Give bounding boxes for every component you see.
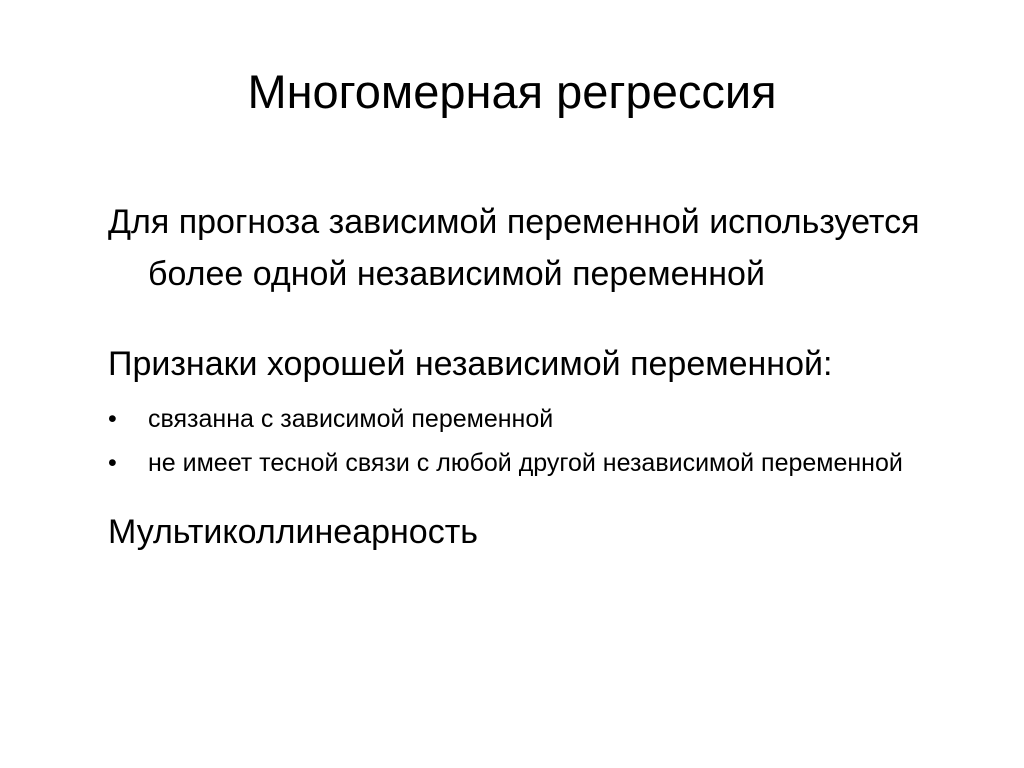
bullet-text: связанна с зависимой переменной <box>148 405 554 433</box>
slide-content <box>108 196 968 558</box>
bullet-icon: • <box>108 449 117 477</box>
bullet-item <box>108 444 968 482</box>
slide-title: Многомерная регрессия <box>247 65 777 118</box>
bullet-icon: • <box>108 405 117 433</box>
spacer <box>108 300 968 338</box>
spacer <box>108 488 968 506</box>
bullet-item <box>108 400 968 438</box>
paragraph-multicollinearity: Мультиколлинеарность <box>108 513 478 551</box>
paragraph-good-variable-signs: Признаки хорошей независимой переменной: <box>108 345 833 383</box>
paragraph-prediction: Для прогноза зависимой переменной используется более одной независимой переменной <box>108 203 920 293</box>
bullet-list <box>108 400 968 482</box>
spacer <box>108 390 968 400</box>
bullet-text: не имеет тесной связи с любой другой независимой переменной <box>148 449 903 477</box>
